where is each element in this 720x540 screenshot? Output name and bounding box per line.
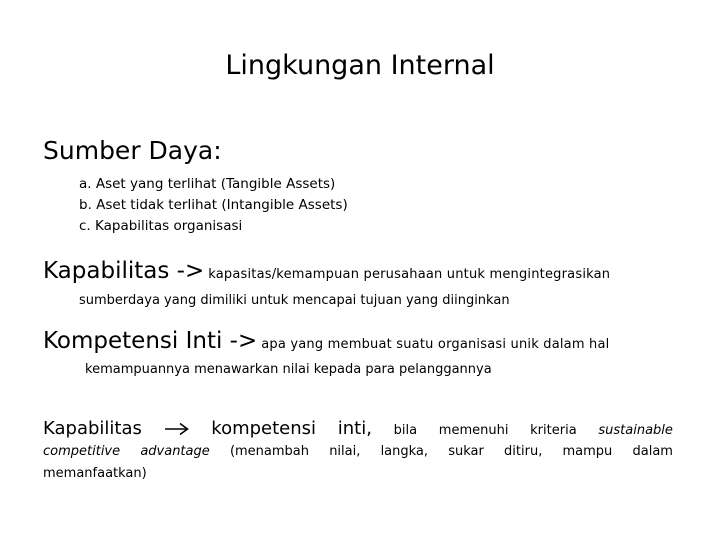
closing-word: mampu bbox=[562, 444, 613, 459]
kompetensi-desc-line2: kemampuannya menawarkan nilai kepada para pelanggannya bbox=[85, 362, 492, 377]
list-item: b. Aset tidak terlihat (Intangible Assets) bbox=[79, 197, 348, 213]
kapabilitas-desc-line2: sumberdaya yang dimiliki untuk mencapai tujuan yang diinginkan bbox=[79, 293, 510, 308]
closing-line1 bbox=[43, 418, 673, 439]
closing-word: langka, bbox=[380, 444, 429, 459]
kapabilitas-definition bbox=[43, 258, 610, 284]
closing-word: dalam bbox=[632, 444, 673, 459]
closing-line2 bbox=[43, 444, 673, 459]
list-item: c. Kapabilitas organisasi bbox=[79, 218, 243, 234]
closing-line3: memanfaatkan) bbox=[43, 466, 147, 481]
closing-word: competitive bbox=[43, 444, 121, 459]
slide-title: Lingkungan Internal bbox=[225, 50, 495, 81]
kapabilitas-term: Kapabilitas -> bbox=[43, 258, 205, 284]
kapabilitas-desc-line1: kapasitas/kemampuan perusahaan untuk mengintegrasikan bbox=[208, 267, 611, 282]
closing-word: inti, bbox=[337, 418, 372, 439]
closing-word: sukar bbox=[448, 444, 484, 459]
closing-word: Kapabilitas bbox=[43, 418, 142, 439]
sumber-daya-heading: Sumber Daya: bbox=[43, 136, 222, 165]
closing-word: kriteria bbox=[530, 423, 577, 438]
list-item: a. Aset yang terlihat (Tangible Assets) bbox=[79, 176, 336, 192]
closing-word: advantage bbox=[140, 444, 210, 459]
closing-word: nilai, bbox=[329, 444, 361, 459]
closing-word: kompetensi bbox=[211, 418, 317, 439]
kompetensi-desc-line1: apa yang membuat suatu organisasi unik dalam hal bbox=[261, 337, 610, 352]
closing-word: memenuhi bbox=[438, 423, 509, 438]
closing-word: ditiru, bbox=[504, 444, 543, 459]
sumber-daya-list bbox=[79, 174, 348, 237]
closing-word: bila bbox=[393, 423, 418, 438]
closing-word: (menambah bbox=[229, 444, 309, 459]
closing-word: sustainable bbox=[598, 423, 673, 438]
right-arrow-icon bbox=[164, 418, 190, 439]
kompetensi-term: Kompetensi Inti -> bbox=[43, 328, 258, 354]
kompetensi-definition bbox=[43, 328, 609, 354]
